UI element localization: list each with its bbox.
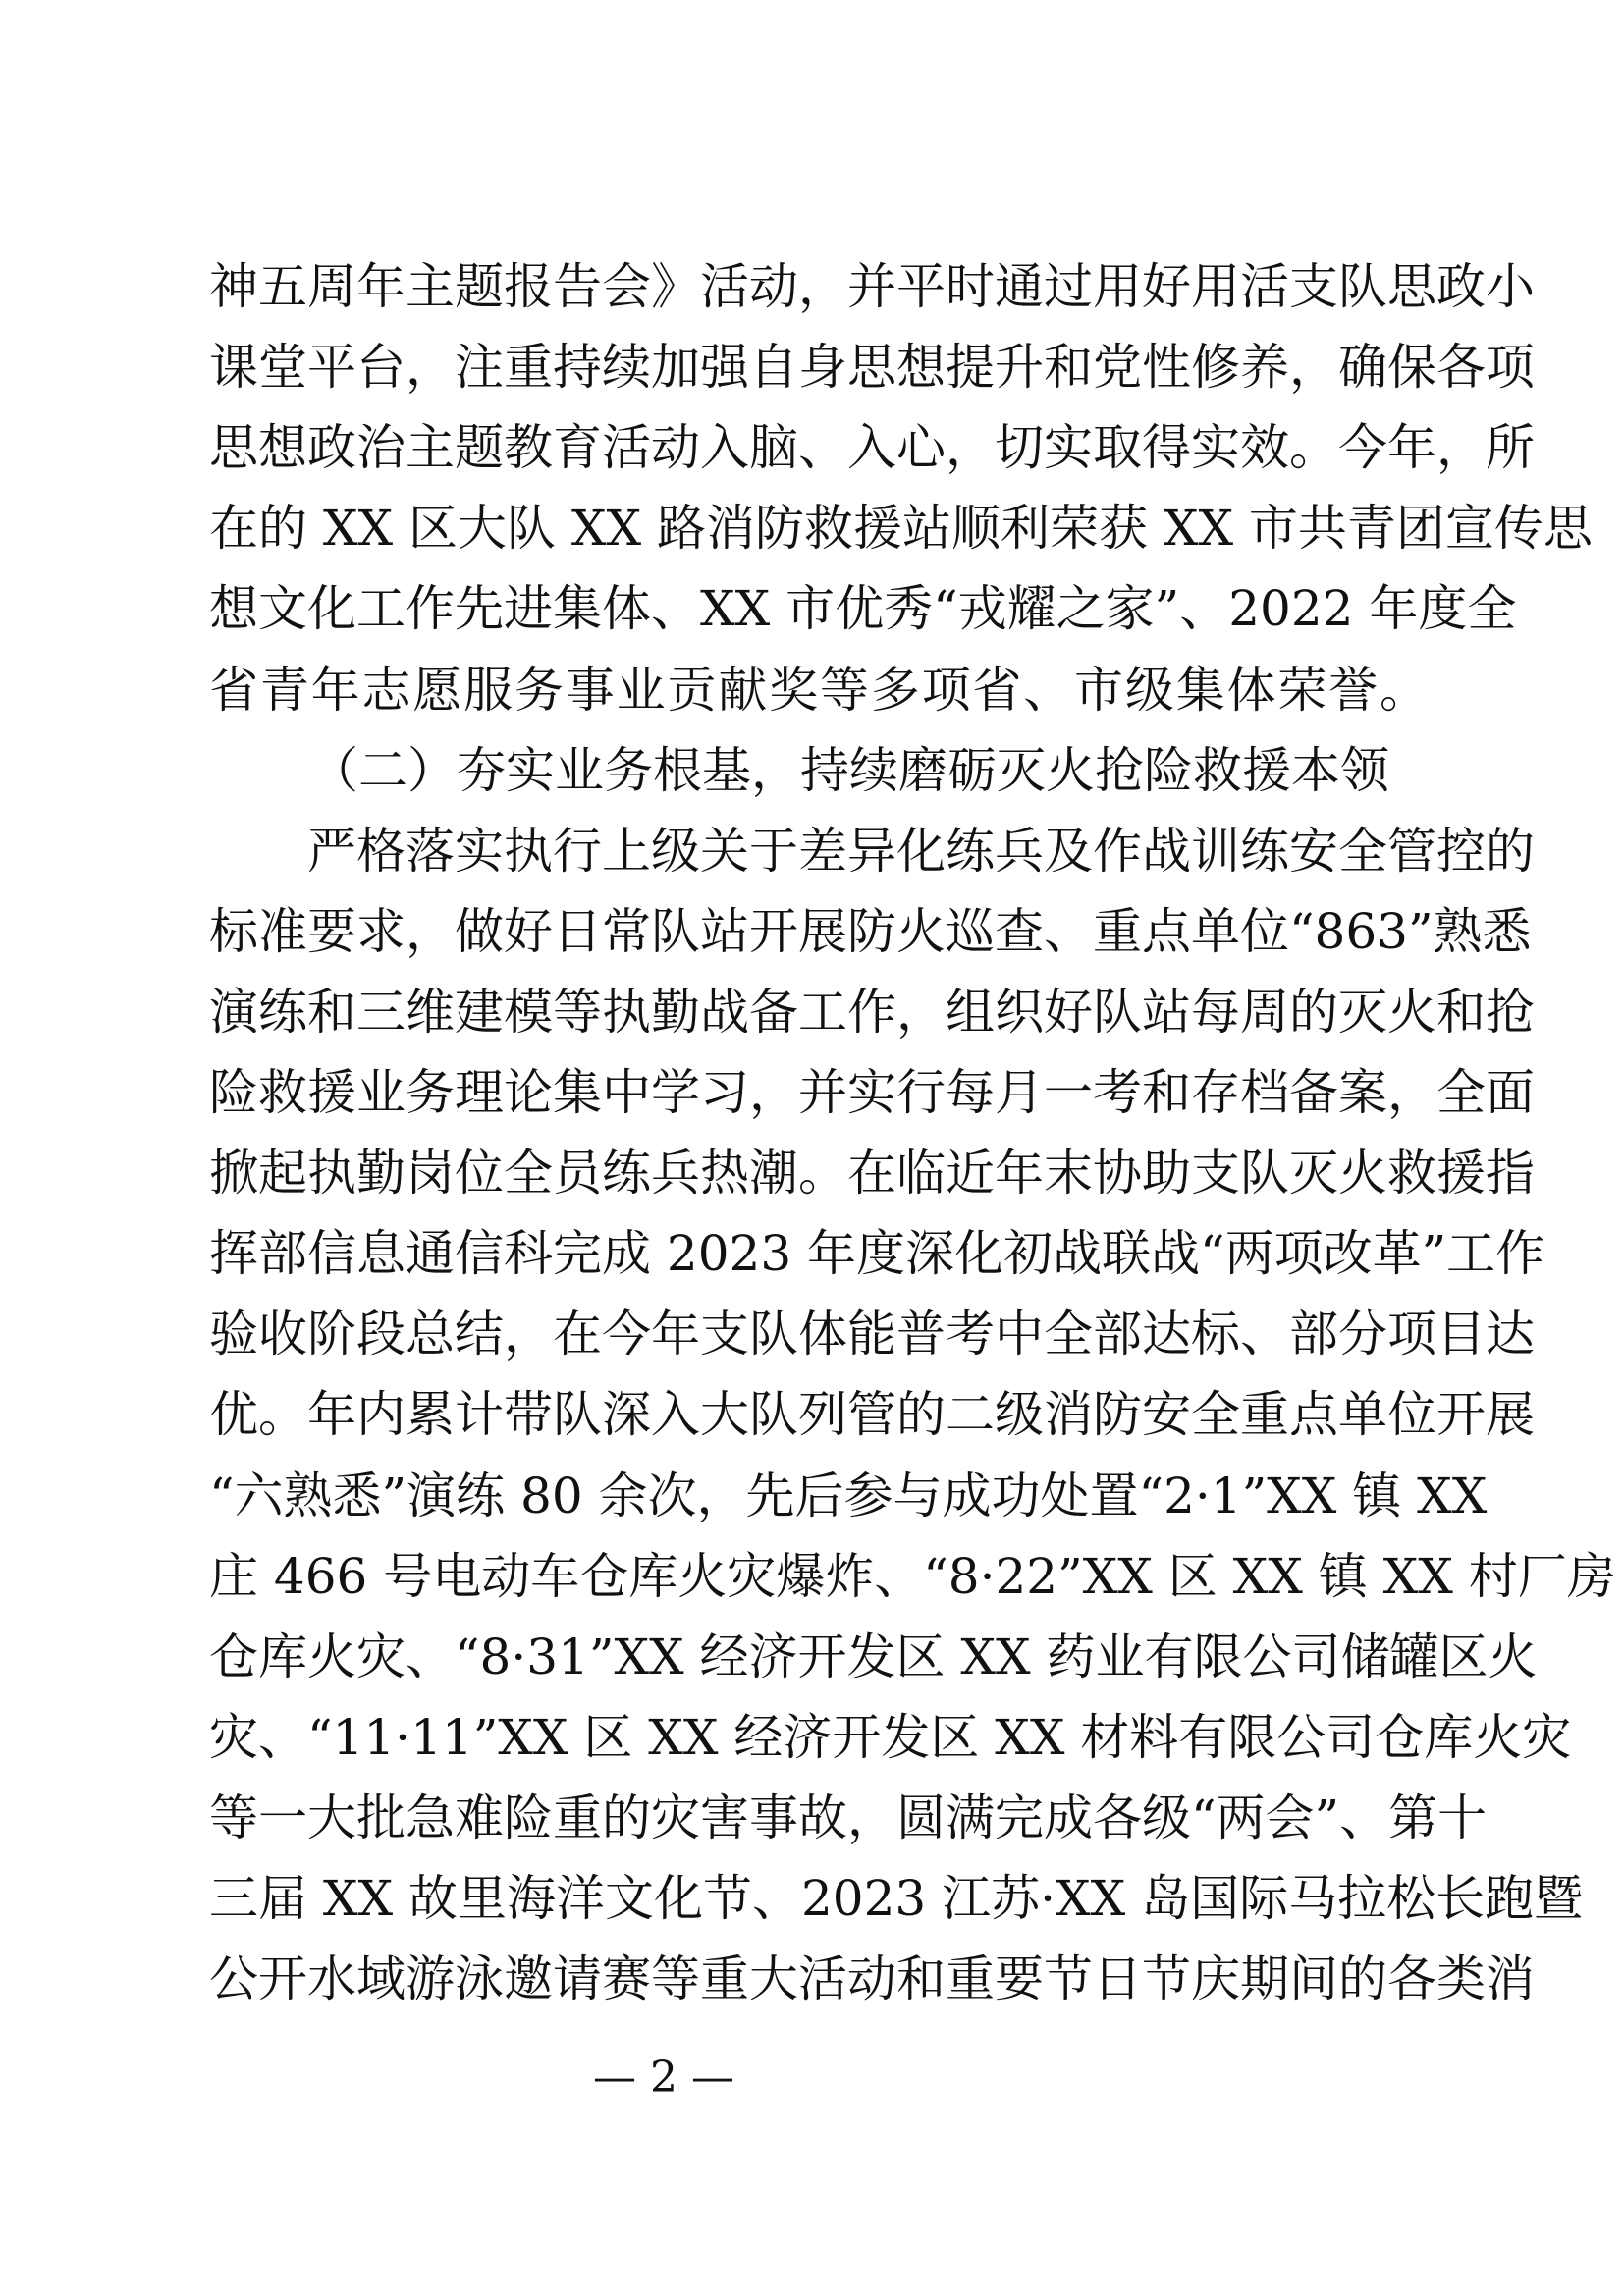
page-number: — 2 — bbox=[593, 2053, 734, 2103]
text-line: 标准要求，做好日常队站开展防火巡查、重点单位“863”熟悉 bbox=[209, 902, 1532, 960]
text-line: 课堂平台，注重持续加强自身思想提升和党性修养，确保各项 bbox=[209, 339, 1535, 397]
text-line: 险救援业务理论集中学习，并实行每月一考和存档备案，全面 bbox=[209, 1064, 1535, 1121]
text-line: 演练和三维建模等执勤战备工作，组织好队站每周的灭火和抢 bbox=[209, 983, 1535, 1041]
text-line: 省青年志愿服务事业贡献奖等多项省、市级集体荣誉。 bbox=[209, 661, 1429, 719]
text-line: 想文化工作先进集体、XX 市优秀“戎耀之家”、2022 年度全 bbox=[209, 580, 1517, 638]
text-line: 庄 466 号电动车仓库火灾爆炸、“8·22”XX 区 XX 镇 XX 村厂房 bbox=[209, 1547, 1616, 1605]
text-line: 公开水域游泳邀请赛等重大活动和重要节日节庆期间的各类消 bbox=[209, 1950, 1535, 2008]
section-heading: （二）夯实业务根基，持续磨砺灭火抢险救援本领 bbox=[309, 741, 1389, 799]
text-line: 神五周年主题报告会》活动，并平时通过用好用活支队思政小 bbox=[209, 258, 1535, 315]
text-line: 灾、“11·11”XX 区 XX 经济开发区 XX 材料有限公司仓库火灾 bbox=[209, 1708, 1572, 1766]
text-line: 思想政治主题教育活动入脑、入心，切实取得实效。今年，所 bbox=[209, 419, 1535, 477]
text-line: 仓库火灾、“8·31”XX 经济开发区 XX 药业有限公司储罐区火 bbox=[209, 1628, 1538, 1685]
text-line: 在的 XX 区大队 XX 路消防救援站顺利荣获 XX 市共青团宣传思 bbox=[209, 500, 1593, 558]
text-line: 挥部信息通信科完成 2023 年度深化初战联战“两项改革”工作 bbox=[209, 1225, 1545, 1283]
text-line: 等一大批急难险重的灾害事故，圆满完成各级“两会”、第十 bbox=[209, 1789, 1488, 1846]
text-line: “六熟悉”演练 80 余次，先后参与成功处置“2·1”XX 镇 XX bbox=[209, 1467, 1488, 1524]
text-line: 掀起执勤岗位全员练兵热潮。在临近年末协助支队灭火救援指 bbox=[209, 1145, 1535, 1202]
text-line: 优。年内累计带队深入大队列管的二级消防安全重点单位开展 bbox=[209, 1386, 1535, 1444]
text-line: 验收阶段总结，在今年支队体能普考中全部达标、部分项目达 bbox=[209, 1306, 1535, 1363]
text-line: 严格落实执行上级关于差异化练兵及作战训练安全管控的 bbox=[209, 822, 1535, 880]
text-line: 三届 XX 故里海洋文化节、2023 江苏·XX 岛国际马拉松长跑暨 bbox=[209, 1870, 1584, 1927]
